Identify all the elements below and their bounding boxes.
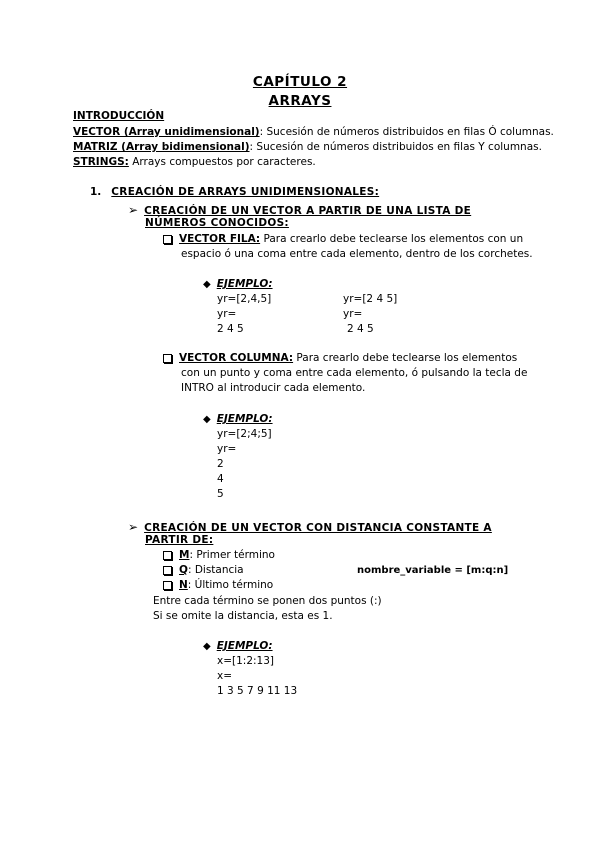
section1-number: 1. <box>90 186 102 198</box>
checkbox-bullet-icon <box>163 566 172 575</box>
ejemplo3-label: EJEMPLO: <box>216 640 273 652</box>
ejemplo2-line-4: 5 <box>217 488 224 500</box>
intro-vector-line <box>73 125 554 141</box>
item-n-key: N <box>179 579 188 591</box>
ejemplo2-label-line <box>203 412 273 428</box>
checkbox-bullet-icon <box>163 581 172 590</box>
sub2-heading-text2: PARTIR DE: <box>145 534 214 546</box>
checkbox-bullet-icon <box>163 235 172 244</box>
intro-matriz-line <box>73 140 542 156</box>
vector-fila-desc1: Para crearlo debe teclearse los elementos con un <box>260 233 524 245</box>
ejemplo1-right-1: yr= <box>343 308 363 320</box>
item-q-text: : Distancia <box>187 564 244 576</box>
intro-strings-line <box>73 155 316 171</box>
diamond-bullet-icon: ◆ <box>203 414 211 425</box>
arrow-bullet-icon: ➢ <box>128 520 139 534</box>
ejemplo3-line-0: x=[1:2:13] <box>217 655 275 667</box>
vector-columna-desc1: Para crearlo debe teclearse los elementos <box>293 352 518 364</box>
vector-desc: : Sucesión de números distribuidos en filas Ó columnas. <box>259 126 554 138</box>
ejemplo1-left-2: 2 4 5 <box>217 323 244 335</box>
diamond-bullet-icon: ◆ <box>203 279 211 290</box>
diamond-bullet-icon: ◆ <box>203 641 211 652</box>
ejemplo2-line-0: yr=[2;4;5] <box>217 428 272 440</box>
checkbox-bullet-icon <box>163 354 172 363</box>
matriz-term: MATRIZ (Array bidimensional) <box>73 141 250 153</box>
ejemplo2-label: EJEMPLO: <box>216 413 273 425</box>
vector-fila-term: VECTOR FILA: <box>179 233 261 245</box>
strings-term: STRINGS: <box>73 156 129 168</box>
sub2-item-n <box>163 578 273 594</box>
vector-columna-term: VECTOR COLUMNA: <box>179 352 294 364</box>
ejemplo2-line-1: yr= <box>217 443 237 455</box>
sub1-heading-text2: NÚMEROS CONOCIDOS: <box>145 217 289 229</box>
section1-heading-line <box>90 185 379 201</box>
arrow-bullet-icon: ➢ <box>128 203 139 217</box>
strings-desc: Arrays compuestos por caracteres. <box>128 156 316 168</box>
sub2-heading-text1: CREACIÓN DE UN VECTOR CON DISTANCIA CONSTANTE A <box>144 522 492 534</box>
item-q-key: Q <box>179 564 188 576</box>
ejemplo1-left-0: yr=[2,4,5] <box>217 293 272 305</box>
chapter-subtitle: ARRAYS <box>268 93 332 109</box>
vector-term: VECTOR (Array unidimensional) <box>73 126 260 138</box>
vector-columna-line1 <box>163 351 517 367</box>
vector-columna-desc3: INTRO al introducir cada elemento. <box>181 382 366 394</box>
vector-fila-desc2: espacio ó una coma entre cada elemento, dentro de los corchetes. <box>181 248 533 260</box>
item-m-key: M <box>179 549 190 561</box>
ejemplo3-line-2: 1 3 5 7 9 11 13 <box>217 685 298 697</box>
item-m-text: : Primer término <box>189 549 275 561</box>
syntax-text: nombre_variable = [m:q:n] <box>357 565 509 576</box>
note-colon: Entre cada término se ponen dos puntos (:) <box>153 595 382 607</box>
ejemplo3-line-1: x= <box>217 670 233 682</box>
ejemplo3-label-line <box>203 639 273 655</box>
ejemplo1-right-0: yr=[2 4 5] <box>343 293 398 305</box>
vector-fila-line1 <box>163 232 523 248</box>
sub2-item-m <box>163 548 275 564</box>
note-distance: Si se omite la distancia, esta es 1. <box>153 610 333 622</box>
section1-heading: CREACIÓN DE ARRAYS UNIDIMENSIONALES: <box>111 186 380 198</box>
sub2-item-q <box>163 563 244 579</box>
vector-columna-desc2: con un punto y coma entre cada elemento, ó pulsando la tecla de <box>181 367 528 379</box>
intro-heading: INTRODUCCIÓN <box>73 110 165 122</box>
checkbox-bullet-icon <box>163 551 172 560</box>
matriz-desc: : Sucesión de números distribuidos en filas Y columnas. <box>249 141 542 153</box>
ejemplo1-label: EJEMPLO: <box>216 278 273 290</box>
ejemplo1-right-2: 2 4 5 <box>347 323 374 335</box>
ejemplo1-label-line <box>203 277 273 293</box>
ejemplo1-left-1: yr= <box>217 308 237 320</box>
sub1-heading-text1: CREACIÓN DE UN VECTOR A PARTIR DE UNA LISTA DE <box>144 205 472 217</box>
item-n-text: : Último término <box>187 579 274 591</box>
ejemplo2-line-2: 2 <box>217 458 224 470</box>
ejemplo2-line-3: 4 <box>217 473 224 485</box>
chapter-title: CAPÍTULO 2 <box>252 74 348 90</box>
